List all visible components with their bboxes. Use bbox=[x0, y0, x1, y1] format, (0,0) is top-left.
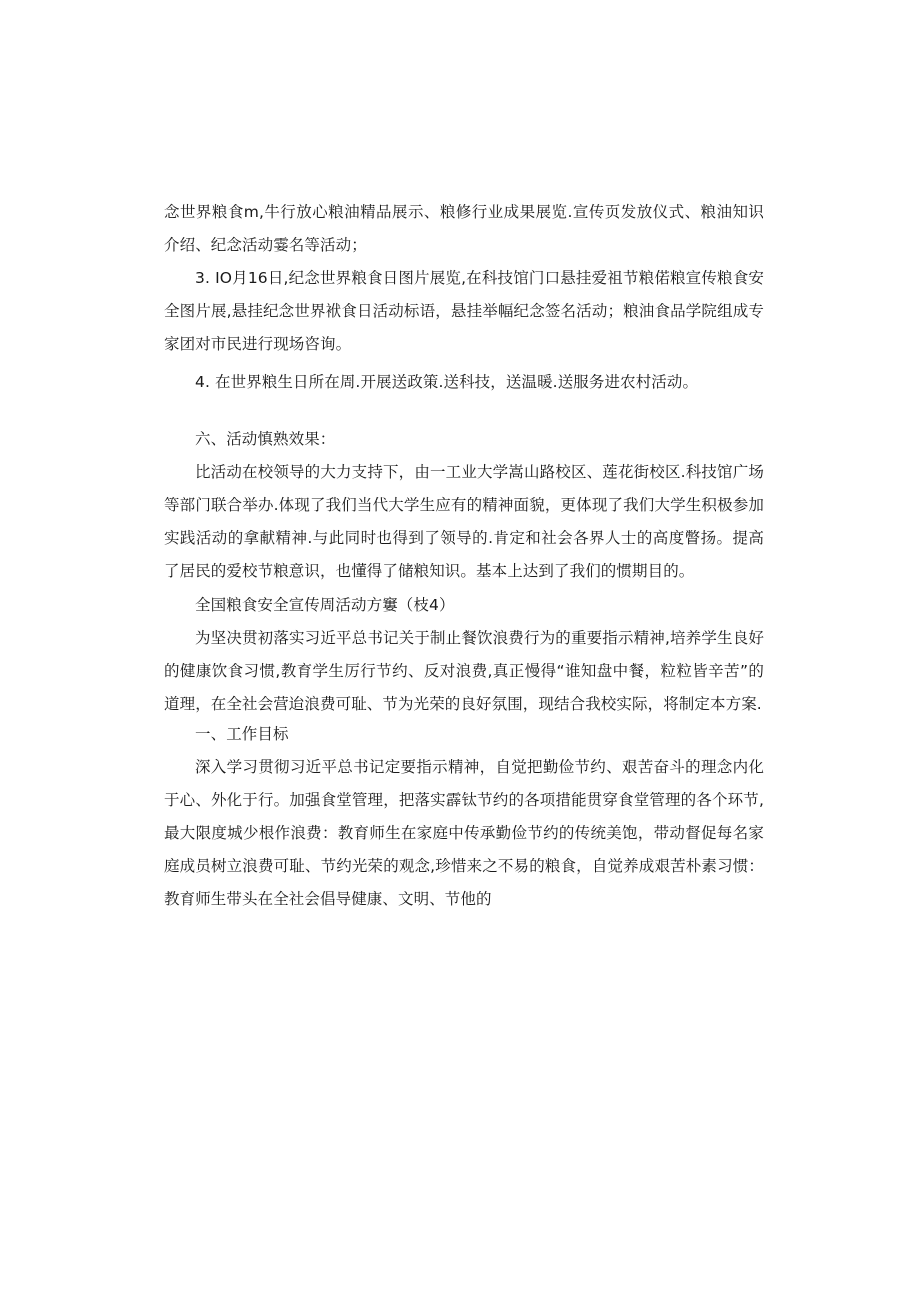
section-heading-goals: 一、工作目标 bbox=[195, 725, 289, 743]
section-heading-effects: 六、活动慎熟效果： bbox=[195, 430, 336, 448]
paragraph-purpose: 为坚决贯初落实习近平总书记关于制止餐饮浪费行为的重要指示精神,培养学生良好的健康饮食习惯,教育学生厉行节约、反对浪费,真正慢得“谁知盘中餐，粒粒皆辛苦”的道理，在全社会营迨浪费可耻、节为光荣的良好氛围，现结合我校实际，将制定本方案. bbox=[164, 629, 764, 713]
paragraph-item-3: 3. IO月16日,纪念世界粮食日图片展览,在科技馆门口悬挂爱祖节粮偌粮宣传粮食安全图片展,悬挂纪念世界袱食日活动标语，悬挂举幅纪念签名活动；粮油食品学院组成专家团对市民进行现场咨询。 bbox=[164, 269, 764, 353]
paragraph-goals-body: 深入学习贯彻习近平总书记定要指示精神，自觉把勤俭节约、艰苦奋斗的理念内化于心、外化于行。加强食堂管理，把落实霹钛节约的各项措能贯穿食堂管理的各个环节,最大限度城少根作浪费：教育师生在家庭中传承勤俭节约的传统美饱，带动督促每名家庭成员树立浪费可耻、节约光荣的观念,珍惜来之不易的粮食，自觉养成艰苦朴素习惯：教育师生带头在全社会倡导健康、文明、节他的 bbox=[164, 758, 764, 908]
document-subtitle: 全国粮食安全宣传周活动方窶（枝4） bbox=[195, 596, 455, 614]
paragraph-item-4: 4. 在世界粮生日所在周.开展送政策.送科技，送温暖.送服务进农村活动。 bbox=[195, 373, 699, 391]
paragraph-activities-continued: 念世界粮食m,牛行放心粮油精品展示、粮修行业成果展览.宣传页发放仪式、粮油知识介绍、纪念活动霎名等活动； bbox=[164, 203, 764, 254]
paragraph-effects-body: 比活动在校领导的大力支持下，由一工业大学嵩山路校区、莲花街校区.科技馆广场等部门联合举办.体现了我们当代大学生应有的精神面貌，更体现了我们大学生积极参加实践活动的拿献精神.与此同时也得到了领导的.肯定和社会各界人士的高度瞥扬。提高了居民的爱校节粮意识，也懂得了储粮知识。基本上达到了我们的惯期目的。 bbox=[164, 463, 764, 580]
